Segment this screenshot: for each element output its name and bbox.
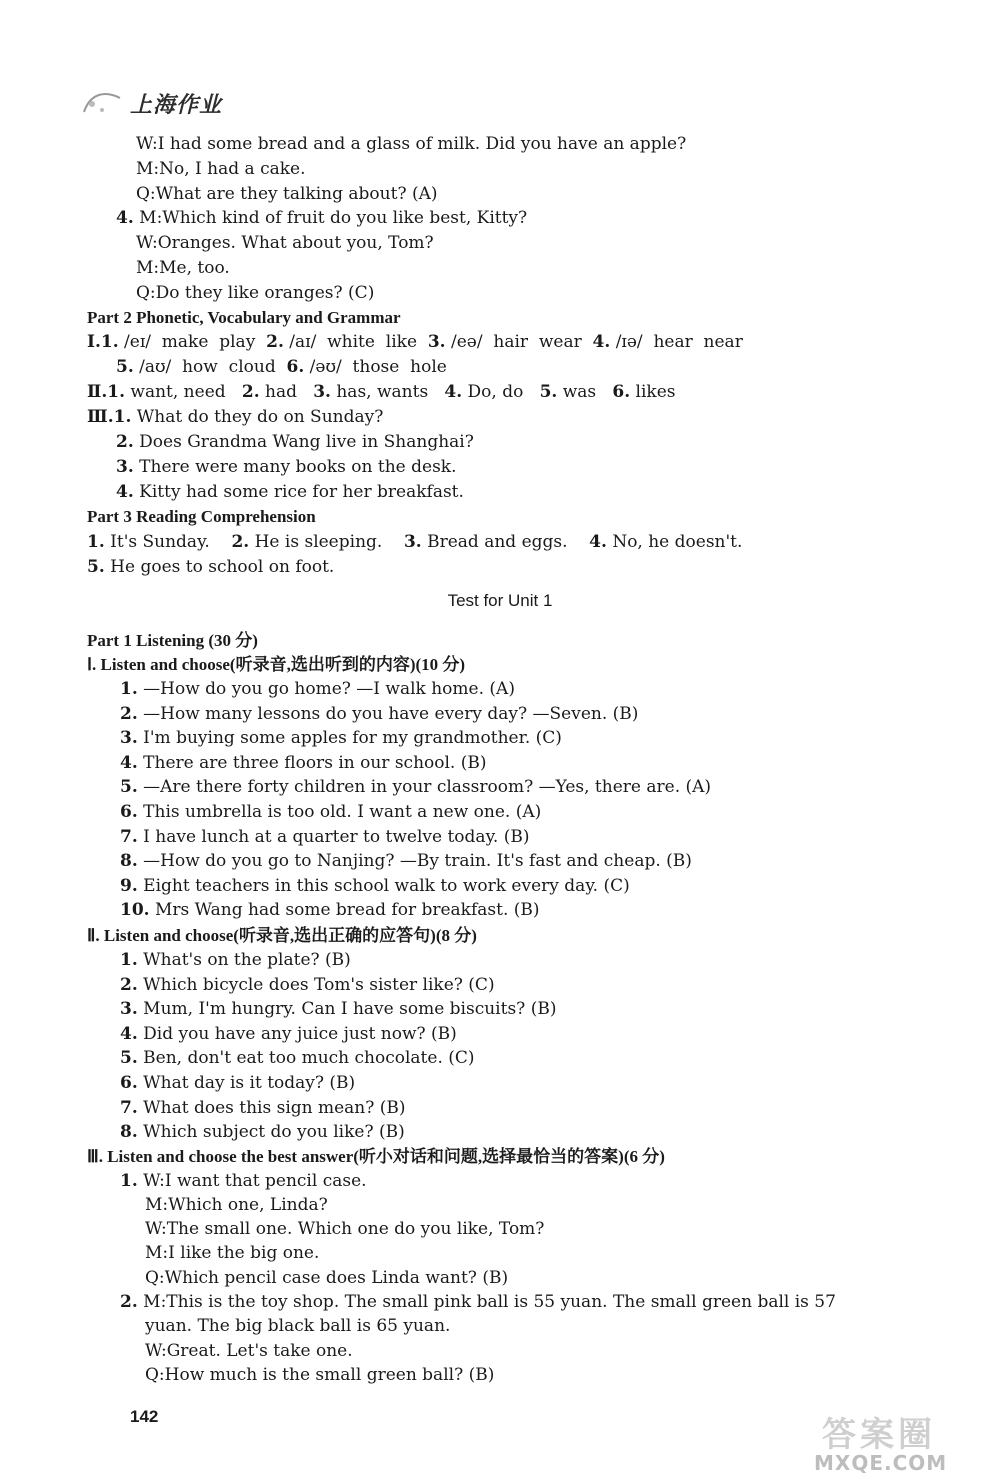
answer-text: Kitty had some rice for her breakfast. — [139, 482, 464, 502]
item-text: Which bicycle does Tom's sister like? (C) — [143, 974, 495, 995]
section-heading: Ⅱ. Listen and choose(听录音,选出正确的应答句)(8 分) — [87, 926, 477, 945]
item-number: 5. — [116, 357, 134, 377]
answer-text: No, he doesn't. — [612, 532, 743, 552]
item-text: Did you have any juice just now? (B) — [143, 1023, 457, 1044]
answer-text: want, need — [130, 382, 226, 402]
dialogue-line: W:The small one. Which one do you like, Tom? — [145, 1219, 545, 1239]
item-number: 5. — [120, 1048, 138, 1069]
section-heading: Ⅲ. Listen and choose the best answer(听小对话和问题,选择最恰当的答案)(6 分) — [87, 1147, 665, 1166]
answer-word: hair — [493, 332, 529, 352]
item-number: 5. — [120, 777, 138, 798]
answer-text: It's Sunday. — [110, 532, 210, 552]
answer-word: play — [219, 332, 256, 352]
dialogue-line: M:This is the toy shop. The small pink ball is 55 yuan. The small green ball is 57 — [143, 1292, 836, 1312]
item-text: There are three floors in our school. (B) — [143, 752, 487, 773]
list-item — [120, 726, 562, 750]
item-number: 2. — [241, 382, 260, 402]
dialogue-line: Q:How much is the small green ball? (B) — [145, 1365, 495, 1385]
item-text: Mrs Wang had some bread for breakfast. (B) — [154, 900, 540, 921]
item-number: 3. — [403, 532, 422, 552]
answer-text: He is sleeping. — [254, 532, 383, 552]
item-number: 3. — [116, 457, 134, 477]
section-heading: Ⅰ. Listen and choose(听录音,选出听到的内容)(10 分) — [87, 655, 466, 674]
item-number: 5. — [87, 557, 105, 577]
dialogue-item — [120, 1169, 367, 1193]
item-text: Which subject do you like? (B) — [143, 1122, 405, 1143]
item-text: What's on the plate? (B) — [143, 950, 351, 970]
item-number: 4. — [120, 752, 138, 773]
dialogue-line: Q:What are they talking about? (A) — [136, 184, 438, 204]
series-title: 上海作业 — [130, 93, 223, 118]
part3-heading: Part 3 Reading Comprehension — [87, 507, 316, 526]
phonetic-symbol: /eə/ — [450, 332, 483, 352]
item-text: —How many lessons do you have every day? —Seven. (B) — [143, 703, 639, 724]
logo-swirl-icon — [80, 84, 130, 120]
item-text: Mum, I'm hungry. Can I have some biscuits? (B) — [143, 999, 557, 1020]
list-item — [120, 1022, 457, 1046]
phonetic-symbol: /ɪə/ — [615, 332, 643, 352]
answer-text: was — [562, 382, 597, 402]
answer-word: cloud — [228, 357, 276, 377]
item-number: 2. — [116, 432, 134, 452]
dialogue-line: M:Me, too. — [136, 258, 230, 278]
answer-word: like — [385, 332, 418, 352]
list-item — [120, 677, 515, 701]
item-text: —Are there forty children in your classroom? —Yes, there are. (A) — [143, 777, 712, 798]
item-number: 2. — [231, 532, 250, 552]
page-number: 142 — [130, 1407, 159, 1426]
test-title: Test for Unit 1 — [447, 591, 553, 610]
phonetic-symbol: /aʊ/ — [139, 357, 172, 377]
phonetic-symbol: /aɪ/ — [289, 332, 317, 352]
dialogue-line: W:I had some bread and a glass of milk. Did you have an apple? — [136, 134, 687, 154]
item-text: Ben, don't eat too much chocolate. (C) — [143, 1048, 475, 1069]
item-number: 1. — [100, 332, 119, 352]
sentence-row — [116, 480, 464, 504]
answer-word: those — [352, 357, 400, 377]
dialogue-line: W:Oranges. What about you, Tom? — [136, 233, 434, 253]
item-number: 6. — [612, 382, 631, 402]
item-number: 1. — [87, 532, 105, 552]
list-item — [120, 1096, 406, 1120]
watermark-text: 答案圈 — [822, 1415, 936, 1455]
dialogue-line: Q:Do they like oranges? (C) — [136, 283, 375, 303]
list-item — [120, 849, 692, 873]
answer-text: likes — [635, 382, 676, 402]
item-text: What day is it today? (B) — [143, 1073, 356, 1093]
roman-numeral: Ⅰ. — [87, 332, 101, 352]
item-number: 1. — [120, 679, 138, 699]
answer-text: What do they do on Sunday? — [136, 407, 384, 427]
roman-numeral: Ⅲ. — [87, 407, 114, 427]
answer-word: hole — [410, 357, 447, 377]
dialogue-line: M:Which kind of fruit do you like best, Kitty? — [139, 208, 528, 228]
item-number: 7. — [120, 1097, 138, 1118]
item-number: 3. — [313, 382, 331, 402]
item-number: 6. — [286, 357, 305, 377]
item-number: 3. — [120, 999, 138, 1020]
item-number: 4. — [592, 332, 611, 352]
item-number: 3. — [120, 728, 138, 749]
phonetic-symbol: /eɪ/ — [124, 332, 151, 352]
answer-word: how — [182, 357, 218, 377]
item-number: 4. — [116, 208, 134, 228]
item-text: Eight teachers in this school walk to work every day. (C) — [143, 875, 630, 896]
watermark-logo — [808, 1407, 988, 1477]
item-number: 9. — [120, 875, 138, 896]
item-number: 4. — [120, 1023, 138, 1044]
list-item — [120, 997, 556, 1021]
answer-text: Do, do — [467, 382, 524, 402]
item-number: 8. — [120, 1122, 138, 1143]
dialogue-line: M:I like the big one. — [145, 1243, 320, 1263]
item-number: 1. — [120, 950, 138, 970]
series-logo — [80, 84, 320, 124]
item-number: 1. — [113, 407, 132, 427]
item-text: This umbrella is too old. I want a new one. (A) — [143, 802, 542, 822]
dialogue-line: Q:Which pencil case does Linda want? (B) — [145, 1268, 509, 1288]
sentence-row — [116, 455, 457, 479]
item-number: 3. — [427, 332, 446, 352]
item-number: 4. — [444, 382, 463, 402]
item-number: 6. — [120, 1073, 138, 1093]
phonetic-symbol: /əʊ/ — [309, 357, 342, 377]
answer-word: hear — [653, 332, 693, 352]
dialogue-line: M:Which one, Linda? — [145, 1195, 328, 1215]
list-item — [120, 948, 351, 972]
watermark-url: MXQE.COM — [814, 1451, 948, 1475]
answer-text: Bread and eggs. — [427, 532, 568, 552]
grammar-row — [87, 380, 675, 404]
item-number: 6. — [120, 802, 138, 822]
dialogue-line: W:Great. Let's take one. — [145, 1341, 353, 1361]
sentence-row — [116, 430, 474, 454]
dialogue-item — [120, 1290, 836, 1314]
item-text: —How do you go to Nanjing? —By train. It's fast and cheap. (B) — [143, 851, 692, 872]
reading-row — [87, 530, 742, 554]
answer-text: has, wants — [336, 382, 429, 402]
item-number: 5. — [539, 382, 558, 402]
list-item — [120, 751, 487, 775]
item-text: I'm buying some apples for my grandmother. (C) — [143, 728, 562, 749]
item-number: 7. — [120, 826, 138, 847]
item-number: 4. — [116, 482, 134, 502]
item-number: 2. — [120, 974, 138, 995]
item-number: 2. — [266, 332, 284, 352]
list-item — [120, 775, 711, 799]
dialogue-item — [116, 206, 527, 230]
sentence-row — [87, 405, 383, 429]
item-number: 10. — [120, 900, 150, 921]
list-item — [120, 825, 529, 849]
phonetic-row — [87, 330, 743, 354]
answer-word: white — [327, 332, 375, 352]
part2-heading: Part 2 Phonetic, Vocabulary and Grammar — [87, 308, 401, 327]
list-item — [120, 1046, 475, 1070]
dialogue-line: yuan. The big black ball is 65 yuan. — [145, 1316, 451, 1336]
item-text: What does this sign mean? (B) — [143, 1097, 406, 1118]
item-number: 1. — [120, 1171, 138, 1191]
item-number: 2. — [120, 1292, 138, 1312]
answer-text: Does Grandma Wang live in Shanghai? — [139, 432, 474, 452]
list-item — [120, 800, 541, 824]
answer-text: had — [265, 382, 297, 402]
answer-word: wear — [538, 332, 582, 352]
phonetic-row — [116, 355, 447, 379]
item-number: 4. — [589, 532, 607, 552]
reading-row — [87, 555, 334, 579]
list-item — [120, 1071, 355, 1095]
dialogue-line: W:I want that pencil case. — [143, 1171, 367, 1191]
dialogue-line: M:No, I had a cake. — [136, 159, 306, 179]
list-item — [120, 874, 630, 898]
list-item — [120, 702, 638, 726]
answer-word: make — [161, 332, 209, 352]
list-item — [120, 973, 495, 997]
item-number: 2. — [120, 703, 138, 724]
item-number: 1. — [107, 382, 125, 402]
list-item — [120, 1120, 405, 1144]
roman-numeral: Ⅱ. — [87, 382, 108, 402]
answer-text: There were many books on the desk. — [139, 457, 457, 477]
answer-word: near — [703, 332, 743, 352]
item-text: I have lunch at a quarter to twelve today. (B) — [143, 826, 530, 847]
item-text: —How do you go home? —I walk home. (A) — [143, 679, 515, 699]
list-item — [120, 898, 540, 922]
test-part1-heading: Part 1 Listening (30 分) — [87, 631, 258, 650]
item-number: 8. — [120, 851, 138, 872]
answer-text: He goes to school on foot. — [110, 557, 335, 577]
